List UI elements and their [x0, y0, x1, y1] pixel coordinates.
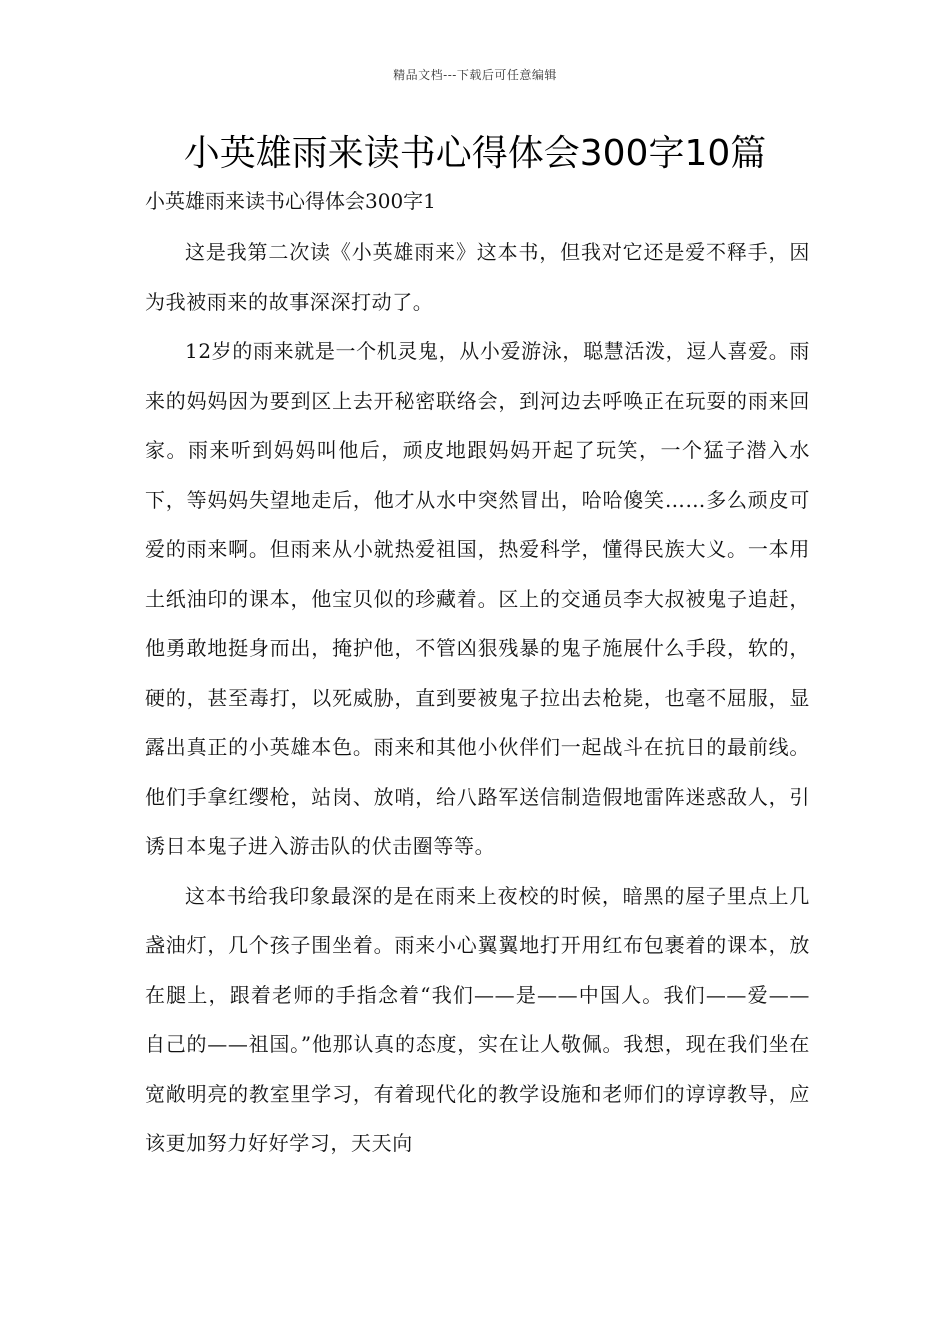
paragraph-1: 这是我第二次读《小英雄雨来》这本书，但我对它还是爱不释手，因为我被雨来的故事深深打动了。	[145, 240, 810, 314]
page-header-note: 精品文档---下载后可任意编辑	[393, 68, 557, 82]
document-title: 小英雄雨来读书心得体会300字10篇	[183, 133, 767, 174]
paragraph-3: 这本书给我印象最深的是在雨来上夜校的时候，暗黑的屋子里点上几盏油灯，几个孩子围坐着。雨来小心翼翼地打开用红布包裹着的课本，放在腿上，跟着老师的手指念着“我们——是——中国人。我们——爱——自己的——祖国。”他那认真的态度，实在让人敬佩。我想，现在我们坐在宽敞明亮的教室里学习，有着现代化的教学设施和老师们的谆谆教导，应该更加努力好好学习，天天向	[145, 883, 810, 1155]
section-title: 小英雄雨来读书心得体会300字1	[145, 189, 436, 213]
document-body	[145, 228, 810, 1169]
paragraph-2: 12岁的雨来就是一个机灵鬼，从小爱游泳，聪慧活泼，逗人喜爱。雨来的妈妈因为要到区上去开秘密联络会，到河边去呼唤正在玩耍的雨来回家。雨来听到妈妈叫他后，顽皮地跟妈妈开起了玩笑，一个猛子潜入水下，等妈妈失望地走后，他才从水中突然冒出，哈哈傻笑……多么顽皮可爱的雨来啊。但雨来从小就热爱祖国，热爱科学，懂得民族大义。一本用土纸油印的课本，他宝贝似的珍藏着。区上的交通员李大叔被鬼子追赶，他勇敢地挺身而出，掩护他，不管凶狠残暴的鬼子施展什么手段，软的，硬的，甚至毒打，以死威胁，直到要被鬼子拉出去枪毙，也毫不屈服，显露出真正的小英雄本色。雨来和其他小伙伴们一起战斗在抗日的最前线。他们手拿红缨枪，站岗、放哨，给八路军送信制造假地雷阵迷惑敌人，引诱日本鬼子进入游击队的伏击圈等等。	[145, 339, 810, 858]
